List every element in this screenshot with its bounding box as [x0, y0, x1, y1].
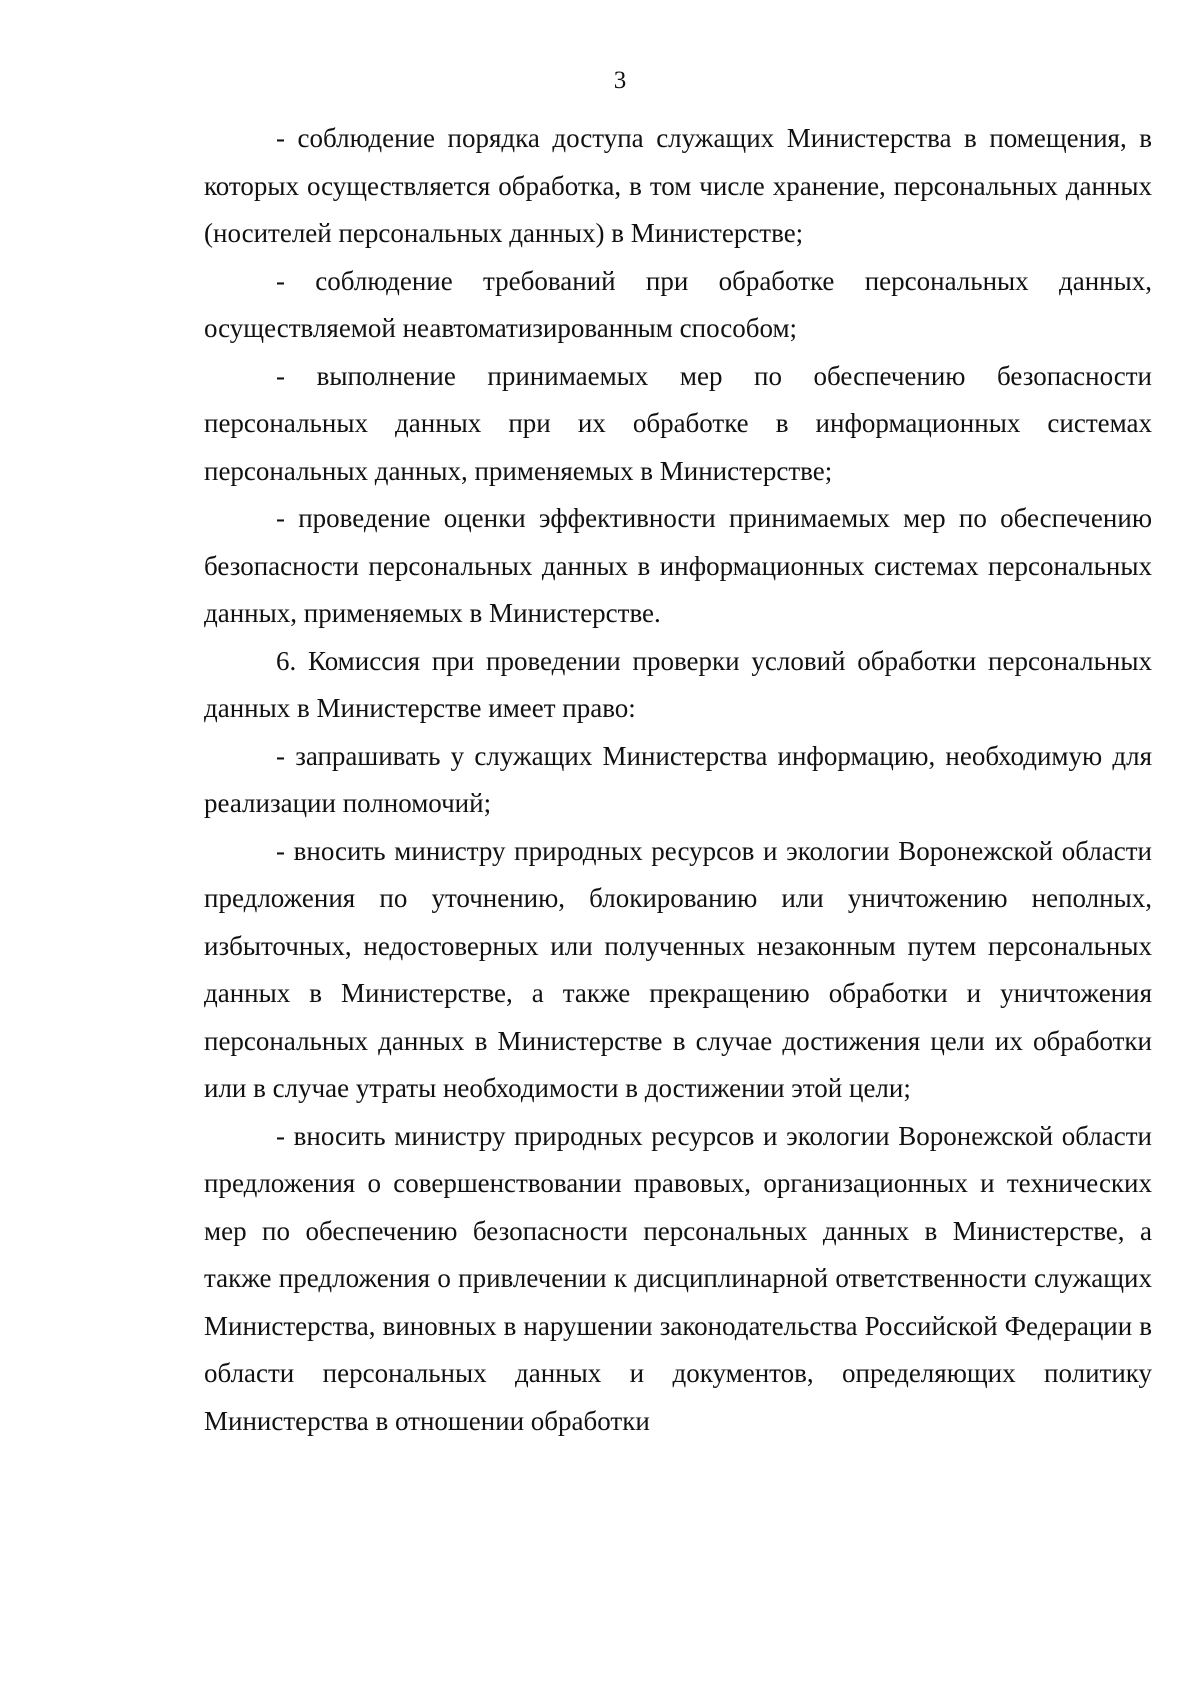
page-number: 3 [613, 67, 627, 94]
paragraph-nonautomated-processing: - соблюдение требований при обработке персональных данных, осуществляемой неавтоматизированным способом; [204, 265, 1152, 343]
document-body [204, 115, 1152, 1445]
paragraph-security-measures: - выполнение принимаемых мер по обеспечению безопасности персональных данных при их обработке в информационных системах персональных данных, применяемых в Министерстве; [204, 360, 1152, 486]
paragraph-access-order: - соблюдение порядка доступа служащих Министерства в помещения, в которых осуществляется обработка, в том числе хранение, персональных данных (носителей персональных данных) в Министерстве; [204, 123, 1152, 248]
paragraph-efficiency-assessment: - проведение оценки эффективности принимаемых мер по обеспечению безопасности персональных данных в информационных системах персональных данных, применяемых в Министерстве. [204, 503, 1152, 628]
paragraph-data-correction-proposals: - вносить министру природных ресурсов и экологии Воронежской области предложения по уточнению, блокированию или уничтожению неполных, избыточных, недостоверных или полученных незаконным путем персональных данных в Министерстве, а также прекращению обработки и уничтожения персональных данных в Министерстве в случае достижения цели их обработки или в случае утраты необходимости в достижении этой цели; [204, 835, 1152, 1103]
paragraph-commission-rights: 6. Комиссия при проведении проверки условий обработки персональных данных в Министерстве имеет право: [204, 645, 1152, 723]
paragraph-improvement-proposals: - вносить министру природных ресурсов и экологии Воронежской области предложения о совершенствовании правовых, организационных и технических мер по обеспечению безопасности персональных данных в Министерстве, а также предложения о привлечении к дисциплинарной ответственности служащих Министерства, виновных в нарушении законодательства Российской Федерации в области персональных данных и документов, определяющих политику Министерства в отношении обработки [204, 1120, 1152, 1436]
paragraph-request-information: - запрашивать у служащих Министерства информацию, необходимую для реализации полномочий; [204, 740, 1152, 818]
